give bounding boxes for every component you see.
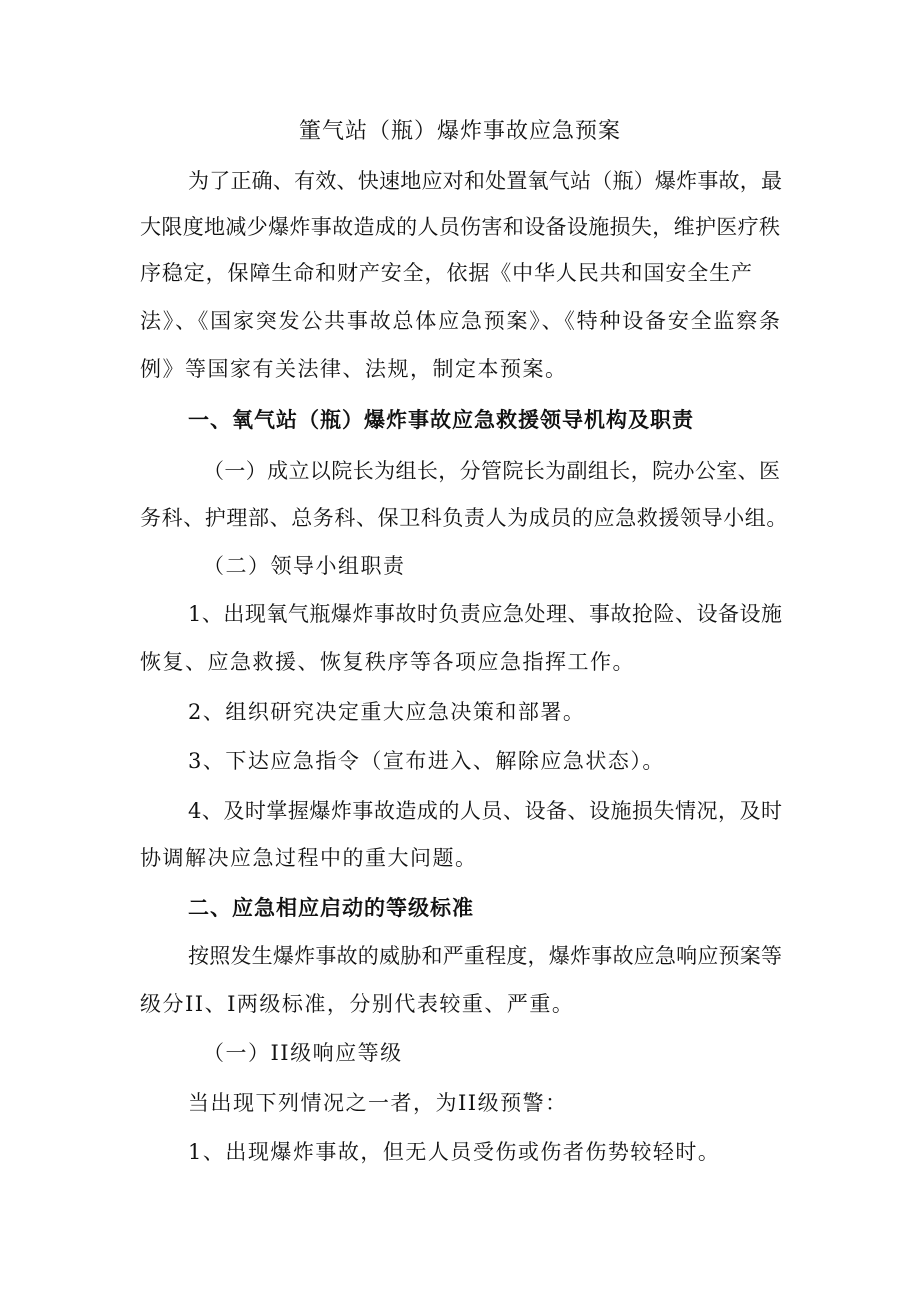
paragraph-line: 序稳定，保障生命和财产安全，依据《中华人民共和国安全生产 — [140, 261, 752, 285]
paragraph-line: 当出现下列情况之一者，为II级预警： — [188, 1091, 568, 1115]
paragraph-line: 务科、护理部、总务科、保卫科负责人为成员的应急救援领导小组。 — [140, 506, 788, 530]
list-item: 1、出现爆炸事故，但无人员受伤或伤者伤势较轻时。 — [188, 1140, 721, 1164]
paragraph-line: 1、出现氧气瓶爆炸事故时负责应急处理、事故抢险、设备设施 — [188, 602, 782, 626]
paragraph-line: 协调解决应急过程中的重大问题。 — [140, 846, 478, 870]
paragraph-line: 4、及时掌握爆炸事故造成的人员、设备、设施损失情况，及时 — [188, 799, 782, 823]
section-heading: 二、应急相应启动的等级标准 — [188, 896, 474, 920]
list-item: 3、下达应急指令（宣布进入、解除应急状态）。 — [188, 749, 665, 773]
section-heading: 一、氧气站（瓶）爆炸事故应急救援领导机构及职责 — [188, 408, 694, 432]
paragraph-line: （一）成立以院长为组长，分管院长为副组长，院办公室、医 — [203, 459, 780, 483]
paragraph-line: 法》、《国家突发公共事故总体应急预案》、《特种设备安全监察条 — [140, 309, 780, 333]
paragraph-line: 恢复、应急救援、恢复秩序等各项应急指挥工作。 — [140, 650, 635, 674]
list-item: 2、组织研究决定重大应急决策和部署。 — [188, 700, 586, 724]
paragraph-line: 按照发生爆炸事故的威胁和严重程度，爆炸事故应急响应预案等 — [188, 944, 782, 968]
paragraph-line: 大限度地减少爆炸事故造成的人员伤害和设备设施损失，维护医疗秩 — [140, 215, 780, 239]
document-title: 箽气站（瓶）爆炸事故应急预案 — [298, 119, 621, 144]
paragraph-line: 例》等国家有关法律、法规，制定本预案。 — [140, 357, 568, 381]
paragraph-line: 级分II、I两级标准，分别代表较重、严重。 — [140, 992, 575, 1016]
paragraph-line: 为了正确、有效、快速地应对和处置氧气站（瓶）爆炸事故，最 — [188, 169, 782, 193]
subsection-heading: （二）领导小组职责 — [203, 554, 406, 578]
subsection-heading: （一）II级响应等级 — [203, 1041, 403, 1065]
